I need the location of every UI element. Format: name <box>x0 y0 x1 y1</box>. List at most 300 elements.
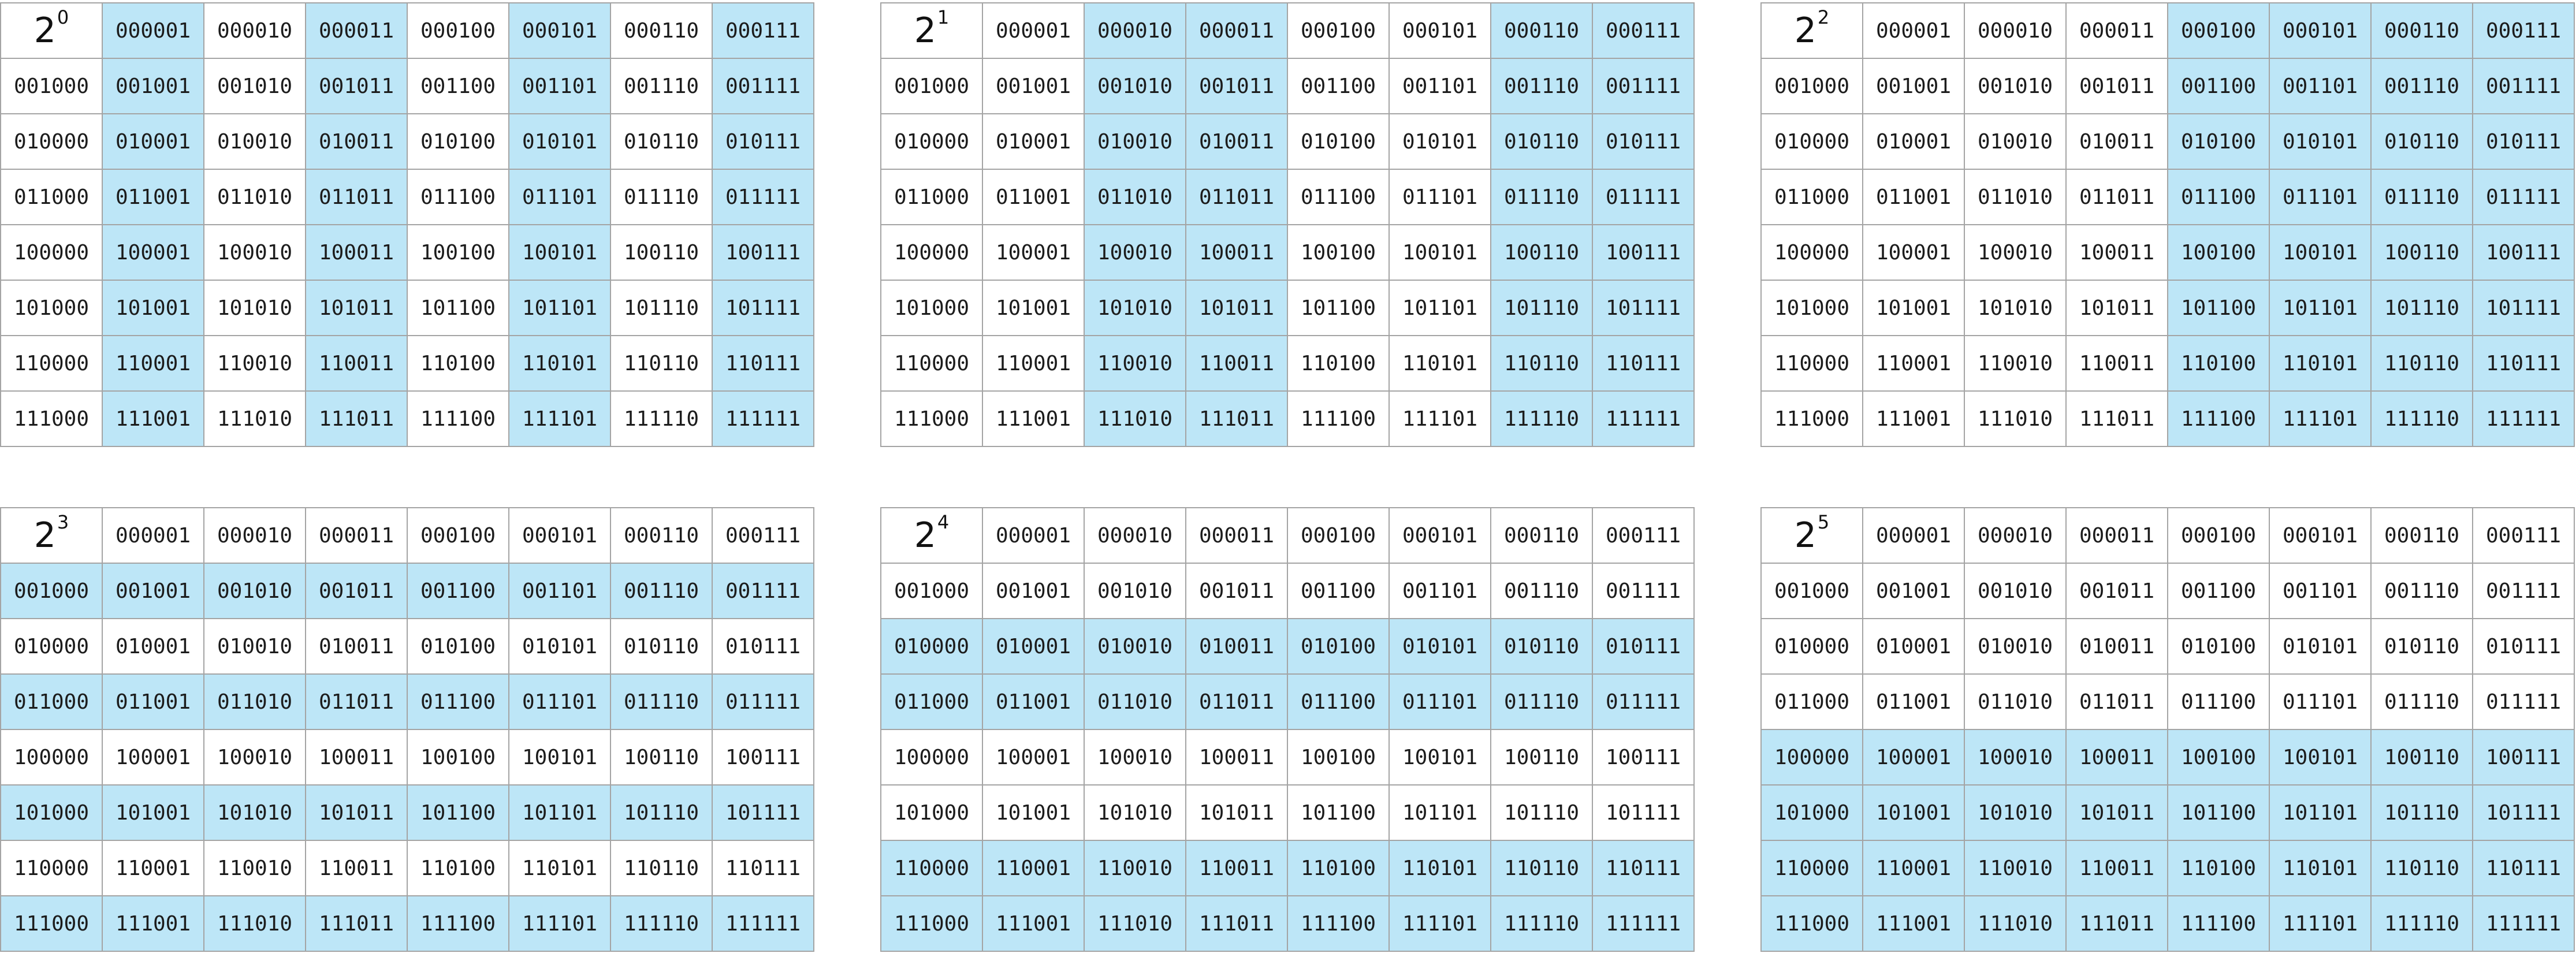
binary-cell: 111111 <box>2473 391 2574 446</box>
binary-cell: 100001 <box>1863 225 1964 280</box>
binary-cell: 101001 <box>1863 280 1964 336</box>
binary-cell: 110010 <box>1964 336 2066 391</box>
table-row <box>1761 169 2574 225</box>
binary-cell: 110000 <box>1 336 102 391</box>
binary-cell: 010010 <box>204 619 306 674</box>
binary-cell: 000101 <box>509 3 611 58</box>
table-row <box>1761 391 2574 446</box>
binary-cell: 111111 <box>1592 391 1694 446</box>
table-row <box>1 114 814 169</box>
table-title-power <box>1761 3 1863 58</box>
binary-cell: 000010 <box>204 3 306 58</box>
binary-cell: 001010 <box>1084 58 1186 114</box>
binary-cell: 100100 <box>1287 729 1389 785</box>
binary-cell: 101001 <box>982 280 1084 336</box>
binary-cell: 010001 <box>102 619 204 674</box>
binary-cell: 101101 <box>1389 280 1491 336</box>
binary-cell: 101110 <box>2371 785 2473 840</box>
binary-cell: 101001 <box>982 785 1084 840</box>
binary-cell: 001011 <box>1186 563 1287 619</box>
binary-cell: 011010 <box>204 169 306 225</box>
binary-cell: 100000 <box>881 729 982 785</box>
binary-cell: 100011 <box>1186 729 1287 785</box>
binary-cell: 000110 <box>611 3 712 58</box>
binary-cell: 110111 <box>1592 840 1694 896</box>
table-row <box>1 729 814 785</box>
table-row <box>1 280 814 336</box>
binary-cell: 101111 <box>1592 785 1694 840</box>
power-base: 2 <box>1794 10 1816 51</box>
binary-cell: 001111 <box>712 58 814 114</box>
binary-cell: 111011 <box>1186 391 1287 446</box>
binary-cell: 011100 <box>1287 674 1389 729</box>
binary-cell: 000001 <box>102 508 204 563</box>
binary-cell: 000001 <box>1863 3 1964 58</box>
binary-cell: 010010 <box>1084 114 1186 169</box>
binary-cell: 110111 <box>2473 840 2574 896</box>
binary-cell: 010011 <box>1186 619 1287 674</box>
binary-cell: 111010 <box>204 896 306 951</box>
binary-cell: 010001 <box>1863 619 1964 674</box>
binary-cell: 110011 <box>306 840 407 896</box>
binary-cell: 111001 <box>102 391 204 446</box>
binary-cell: 100111 <box>2473 729 2574 785</box>
binary-cell: 001101 <box>1389 58 1491 114</box>
table-row <box>881 169 1694 225</box>
binary-cell: 010110 <box>611 619 712 674</box>
binary-cell: 111001 <box>982 391 1084 446</box>
binary-cell: 101011 <box>2066 785 2168 840</box>
binary-cell: 100110 <box>2371 729 2473 785</box>
binary-cell: 011000 <box>1761 169 1863 225</box>
table-row <box>881 508 1694 563</box>
binary-cell: 101011 <box>306 280 407 336</box>
binary-cell: 111110 <box>1491 896 1592 951</box>
binary-cell: 001000 <box>1 58 102 114</box>
binary-cell: 001010 <box>1964 58 2066 114</box>
binary-cell: 001000 <box>1 563 102 619</box>
table-title-power <box>881 3 982 58</box>
binary-cell: 111110 <box>2371 391 2473 446</box>
binary-cell: 000001 <box>982 3 1084 58</box>
binary-cell: 100100 <box>407 225 509 280</box>
table-title-power <box>881 508 982 563</box>
binary-cell: 011000 <box>881 674 982 729</box>
binary-cell: 010110 <box>1491 619 1592 674</box>
binary-cell: 100111 <box>712 729 814 785</box>
binary-cell: 110001 <box>1863 336 1964 391</box>
binary-cell: 001011 <box>306 58 407 114</box>
binary-cell: 110110 <box>611 336 712 391</box>
power-base: 2 <box>914 515 936 556</box>
table-row <box>1 3 814 58</box>
binary-cell: 000100 <box>1287 3 1389 58</box>
binary-cell: 111000 <box>1 896 102 951</box>
binary-cell: 010100 <box>407 114 509 169</box>
binary-cell: 110101 <box>2269 840 2371 896</box>
binary-cell: 110101 <box>509 840 611 896</box>
binary-cell: 000100 <box>407 3 509 58</box>
binary-cell: 111101 <box>2269 896 2371 951</box>
binary-cell: 111000 <box>1761 896 1863 951</box>
binary-cell: 011101 <box>1389 169 1491 225</box>
binary-cell: 101000 <box>881 280 982 336</box>
binary-cell: 011110 <box>2371 674 2473 729</box>
binary-cell: 011110 <box>2371 169 2473 225</box>
power-exponent: 1 <box>937 6 950 28</box>
binary-cell: 011100 <box>407 169 509 225</box>
binary-cell: 101000 <box>881 785 982 840</box>
binary-cell: 111111 <box>1592 896 1694 951</box>
binary-cell: 011110 <box>1491 169 1592 225</box>
binary-cell: 111110 <box>1491 391 1592 446</box>
binary-cell: 001011 <box>2066 58 2168 114</box>
table-row <box>881 619 1694 674</box>
binary-cell: 011111 <box>2473 674 2574 729</box>
binary-cell: 010100 <box>2168 114 2269 169</box>
binary-cell: 100101 <box>1389 225 1491 280</box>
binary-cell: 000100 <box>407 508 509 563</box>
binary-cell: 010100 <box>1287 619 1389 674</box>
binary-cell: 001100 <box>2168 563 2269 619</box>
binary-cell: 000111 <box>1592 3 1694 58</box>
binary-cell: 100110 <box>611 729 712 785</box>
binary-cell: 110101 <box>1389 336 1491 391</box>
binary-cell: 000111 <box>2473 508 2574 563</box>
binary-cell: 111101 <box>2269 391 2371 446</box>
table-row <box>1761 58 2574 114</box>
binary-cell: 111011 <box>1186 896 1287 951</box>
binary-cell: 110100 <box>2168 336 2269 391</box>
binary-cell: 101011 <box>2066 280 2168 336</box>
table-title-power <box>1761 508 1863 563</box>
binary-cell: 100000 <box>1 729 102 785</box>
table-row <box>881 563 1694 619</box>
binary-cell: 001111 <box>1592 58 1694 114</box>
binary-cell: 011110 <box>611 169 712 225</box>
binary-cell: 001110 <box>2371 563 2473 619</box>
binary-cell: 100000 <box>881 225 982 280</box>
binary-cell: 100100 <box>407 729 509 785</box>
binary-cell: 000110 <box>611 508 712 563</box>
binary-cell: 100111 <box>2473 225 2574 280</box>
power-table-2-1 <box>880 2 1695 447</box>
table-row <box>1761 785 2574 840</box>
table-row <box>1761 674 2574 729</box>
table-row <box>1 391 814 446</box>
binary-cell: 101101 <box>1389 785 1491 840</box>
power-exponent: 5 <box>1817 511 1830 533</box>
binary-cell: 100011 <box>2066 225 2168 280</box>
binary-cell: 010011 <box>306 619 407 674</box>
binary-cell: 111100 <box>2168 391 2269 446</box>
binary-cell: 011100 <box>407 674 509 729</box>
binary-cell: 000010 <box>1084 3 1186 58</box>
binary-cell: 011001 <box>102 169 204 225</box>
binary-cell: 111111 <box>712 391 814 446</box>
binary-cell: 101001 <box>1863 785 1964 840</box>
table-row <box>1761 280 2574 336</box>
binary-cell: 110001 <box>1863 840 1964 896</box>
table-row <box>881 896 1694 951</box>
binary-cell: 110101 <box>1389 840 1491 896</box>
binary-cell: 001100 <box>2168 58 2269 114</box>
binary-cell: 111100 <box>1287 896 1389 951</box>
binary-cell: 011101 <box>1389 674 1491 729</box>
binary-cell: 111110 <box>611 391 712 446</box>
binary-cell: 110100 <box>1287 840 1389 896</box>
binary-cell: 101010 <box>204 280 306 336</box>
binary-cell: 111100 <box>407 896 509 951</box>
binary-cell: 010111 <box>712 619 814 674</box>
table-row <box>1 169 814 225</box>
binary-cell: 101110 <box>611 785 712 840</box>
binary-cell: 001001 <box>1863 58 1964 114</box>
binary-cell: 011101 <box>2269 169 2371 225</box>
binary-cell: 111101 <box>509 391 611 446</box>
binary-cell: 111110 <box>611 896 712 951</box>
binary-cell: 110000 <box>881 336 982 391</box>
binary-cell: 101101 <box>2269 785 2371 840</box>
binary-cell: 001101 <box>2269 58 2371 114</box>
binary-cell: 111000 <box>881 896 982 951</box>
binary-cell: 010001 <box>102 114 204 169</box>
binary-cell: 100010 <box>204 729 306 785</box>
binary-cell: 111001 <box>102 896 204 951</box>
power-table-2-5 <box>1760 507 2575 952</box>
table-row <box>1 336 814 391</box>
binary-cell: 011011 <box>1186 674 1287 729</box>
binary-cell: 011000 <box>1 169 102 225</box>
binary-cell: 111111 <box>712 896 814 951</box>
binary-cell: 011000 <box>1761 674 1863 729</box>
table-row <box>1761 563 2574 619</box>
binary-cell: 011011 <box>1186 169 1287 225</box>
binary-cell: 110100 <box>1287 336 1389 391</box>
table-row <box>1761 225 2574 280</box>
binary-cell: 011001 <box>1863 674 1964 729</box>
binary-cell: 101101 <box>509 280 611 336</box>
binary-cell: 001000 <box>1761 58 1863 114</box>
binary-cell: 011010 <box>1964 169 2066 225</box>
binary-cell: 100101 <box>2269 225 2371 280</box>
binary-cell: 110001 <box>982 840 1084 896</box>
binary-cell: 010111 <box>712 114 814 169</box>
binary-cell: 000010 <box>1084 508 1186 563</box>
binary-cell: 000111 <box>712 3 814 58</box>
power-exponent: 0 <box>57 6 69 28</box>
binary-cell: 100101 <box>2269 729 2371 785</box>
binary-cell: 000100 <box>1287 508 1389 563</box>
binary-cell: 111001 <box>1863 896 1964 951</box>
table-row <box>1761 114 2574 169</box>
binary-cell: 011101 <box>509 169 611 225</box>
binary-cell: 001101 <box>509 58 611 114</box>
binary-cell: 100000 <box>1761 225 1863 280</box>
binary-cell: 110010 <box>1084 840 1186 896</box>
binary-cell: 110011 <box>1186 336 1287 391</box>
binary-cell: 110110 <box>2371 840 2473 896</box>
binary-cell: 101100 <box>2168 280 2269 336</box>
binary-cell: 001001 <box>102 58 204 114</box>
binary-cell: 010100 <box>1287 114 1389 169</box>
binary-cell: 010101 <box>1389 619 1491 674</box>
binary-cell: 000101 <box>509 508 611 563</box>
binary-cell: 101111 <box>712 280 814 336</box>
binary-cell: 011011 <box>306 674 407 729</box>
binary-cell: 111000 <box>1761 391 1863 446</box>
binary-cell: 001001 <box>102 563 204 619</box>
binary-cell: 110001 <box>102 840 204 896</box>
table-row <box>881 785 1694 840</box>
binary-cell: 010000 <box>1 619 102 674</box>
binary-cell: 011100 <box>2168 674 2269 729</box>
binary-cell: 101100 <box>2168 785 2269 840</box>
table-row <box>881 840 1694 896</box>
binary-cell: 010101 <box>1389 114 1491 169</box>
binary-cell: 110000 <box>1761 840 1863 896</box>
binary-cell: 001001 <box>982 563 1084 619</box>
binary-cell: 011011 <box>306 169 407 225</box>
binary-cell: 101100 <box>407 280 509 336</box>
binary-cell: 010011 <box>2066 619 2168 674</box>
binary-cell: 100111 <box>712 225 814 280</box>
binary-cell: 000011 <box>306 508 407 563</box>
binary-cell: 000111 <box>1592 508 1694 563</box>
binary-cell: 010100 <box>407 619 509 674</box>
binary-cell: 110100 <box>2168 840 2269 896</box>
binary-cell: 111010 <box>1084 896 1186 951</box>
binary-cell: 111110 <box>2371 896 2473 951</box>
binary-cell: 111011 <box>306 896 407 951</box>
binary-cell: 100111 <box>1592 729 1694 785</box>
binary-cell: 000001 <box>1863 508 1964 563</box>
binary-cell: 010000 <box>1761 619 1863 674</box>
binary-cell: 100100 <box>2168 225 2269 280</box>
binary-cell: 111010 <box>1964 896 2066 951</box>
binary-cell: 100110 <box>1491 729 1592 785</box>
table-row <box>1761 729 2574 785</box>
binary-cell: 101101 <box>2269 280 2371 336</box>
binary-cell: 001100 <box>1287 58 1389 114</box>
binary-cell: 111011 <box>306 391 407 446</box>
binary-cell: 101010 <box>1084 280 1186 336</box>
table-row <box>881 391 1694 446</box>
binary-cell: 101000 <box>1761 280 1863 336</box>
table-row <box>1761 840 2574 896</box>
binary-cell: 010000 <box>881 619 982 674</box>
binary-cell: 101011 <box>1186 785 1287 840</box>
table-row <box>1 58 814 114</box>
binary-cell: 001001 <box>1863 563 1964 619</box>
binary-cell: 011010 <box>1084 169 1186 225</box>
binary-cell: 111001 <box>1863 391 1964 446</box>
power-table-2-4 <box>880 507 1695 952</box>
binary-cell: 101001 <box>102 785 204 840</box>
binary-cell: 101110 <box>2371 280 2473 336</box>
power-base: 2 <box>33 10 56 51</box>
binary-cell: 100001 <box>982 729 1084 785</box>
binary-cell: 100000 <box>1 225 102 280</box>
binary-cell: 110111 <box>2473 336 2574 391</box>
binary-cell: 101010 <box>1084 785 1186 840</box>
binary-cell: 101100 <box>1287 280 1389 336</box>
binary-cell: 111101 <box>1389 896 1491 951</box>
binary-cell: 000101 <box>2269 3 2371 58</box>
binary-cell: 011010 <box>1964 674 2066 729</box>
binary-cell: 111100 <box>2168 896 2269 951</box>
binary-cell: 010010 <box>1964 619 2066 674</box>
binary-cell: 111111 <box>2473 896 2574 951</box>
table-row <box>1 674 814 729</box>
binary-cell: 100101 <box>509 225 611 280</box>
binary-cell: 011011 <box>2066 674 2168 729</box>
binary-cell: 100010 <box>1084 729 1186 785</box>
binary-cell: 000001 <box>102 3 204 58</box>
binary-cell: 100001 <box>102 729 204 785</box>
binary-cell: 110000 <box>1 840 102 896</box>
binary-cell: 011000 <box>1 674 102 729</box>
table-row <box>1 896 814 951</box>
binary-cell: 111100 <box>1287 391 1389 446</box>
binary-cell: 111010 <box>204 391 306 446</box>
binary-cell: 100011 <box>306 225 407 280</box>
binary-cell: 001110 <box>1491 563 1592 619</box>
binary-cell: 001101 <box>2269 563 2371 619</box>
binary-cell: 110110 <box>611 840 712 896</box>
table-row <box>1761 619 2574 674</box>
binary-cell: 001110 <box>611 58 712 114</box>
binary-cell: 001010 <box>204 563 306 619</box>
binary-cell: 101110 <box>1491 280 1592 336</box>
binary-cell: 011001 <box>1863 169 1964 225</box>
binary-cell: 001110 <box>1491 58 1592 114</box>
binary-cell: 110010 <box>204 840 306 896</box>
table-title-power <box>1 508 102 563</box>
binary-cell: 100001 <box>1863 729 1964 785</box>
binary-cell: 000011 <box>2066 3 2168 58</box>
binary-cell: 010101 <box>509 114 611 169</box>
table-row <box>881 336 1694 391</box>
binary-cell: 110010 <box>204 336 306 391</box>
binary-cell: 000110 <box>2371 3 2473 58</box>
binary-cell: 110101 <box>2269 336 2371 391</box>
binary-cell: 001011 <box>2066 563 2168 619</box>
binary-cell: 111101 <box>509 896 611 951</box>
binary-cell: 010101 <box>2269 619 2371 674</box>
binary-cell: 011001 <box>982 674 1084 729</box>
binary-cell: 110000 <box>1761 336 1863 391</box>
binary-cell: 010110 <box>611 114 712 169</box>
binary-cell: 101100 <box>407 785 509 840</box>
binary-cell: 001110 <box>2371 58 2473 114</box>
binary-cell: 110011 <box>306 336 407 391</box>
table-row <box>881 729 1694 785</box>
binary-cell: 010111 <box>2473 619 2574 674</box>
binary-cell: 110110 <box>2371 336 2473 391</box>
binary-cell: 101001 <box>102 280 204 336</box>
binary-cell: 110100 <box>407 840 509 896</box>
table-row <box>881 225 1694 280</box>
binary-cell: 001101 <box>509 563 611 619</box>
binary-cell: 011111 <box>712 169 814 225</box>
binary-cell: 101010 <box>1964 280 2066 336</box>
binary-cell: 001001 <box>982 58 1084 114</box>
table-row <box>1 563 814 619</box>
binary-cell: 011101 <box>2269 674 2371 729</box>
binary-cell: 101011 <box>306 785 407 840</box>
binary-cell: 111000 <box>1 391 102 446</box>
